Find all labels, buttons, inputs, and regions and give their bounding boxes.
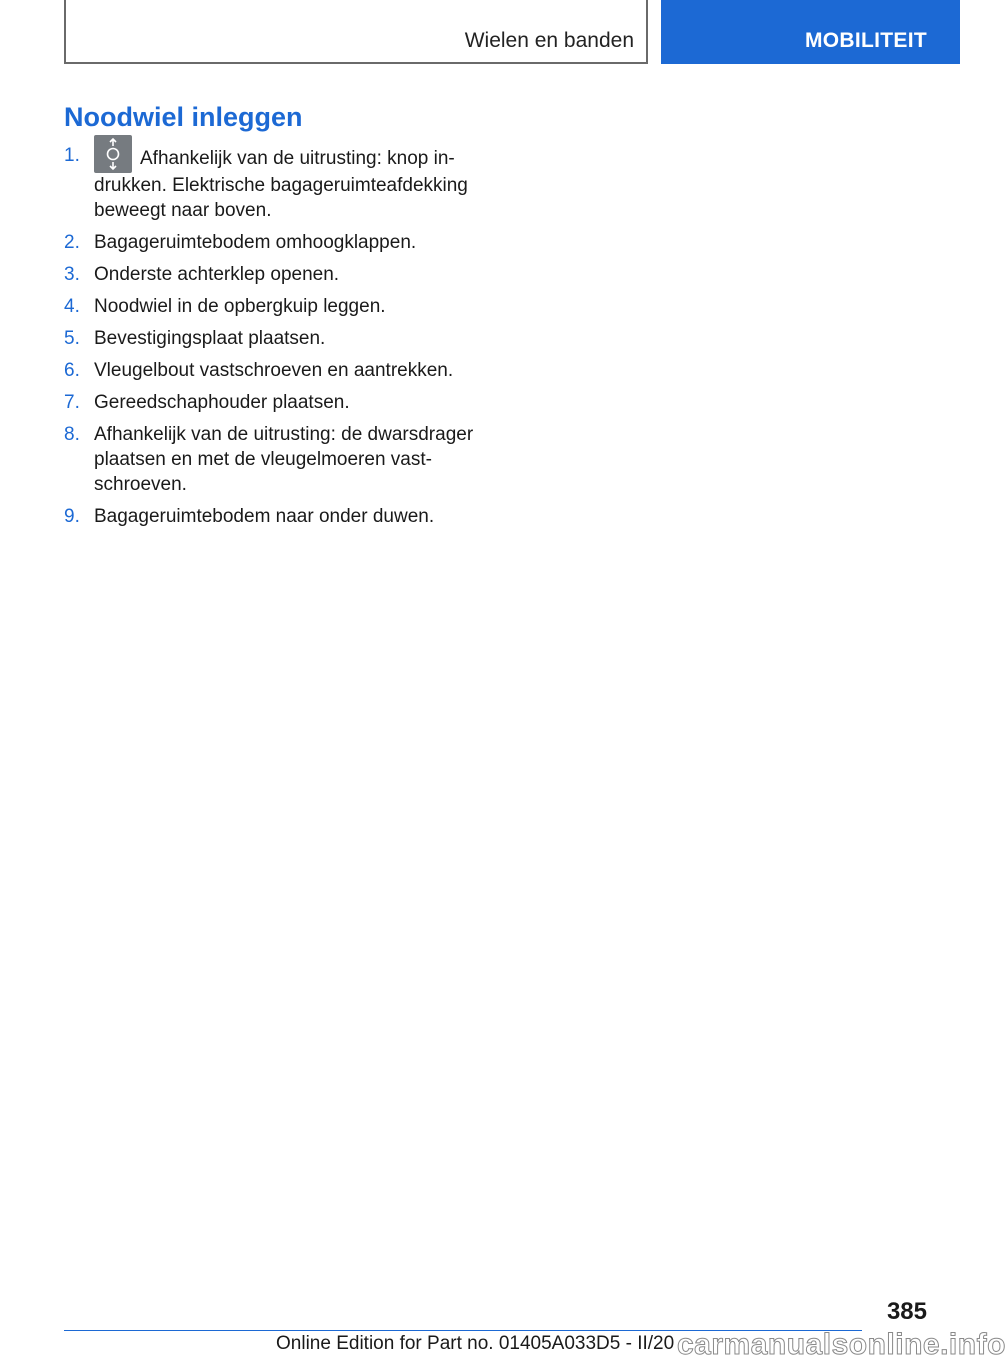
steps-list (64, 143, 484, 536)
edition-note: Online Edition for Part no. 01405A033D5 - II/20 (276, 1333, 675, 1354)
step-text: Gereedschaphouder plaatsen. (94, 392, 350, 413)
list-item (64, 262, 484, 287)
list-item (64, 143, 484, 223)
step-text: Noodwiel in de opbergkuip leggen. (94, 296, 386, 317)
page-number: 385 (886, 1298, 927, 1325)
list-item (64, 422, 484, 497)
step-number: 7. (64, 392, 80, 413)
list-item (64, 230, 484, 255)
step-text: Bevestigingsplaat plaatsen. (94, 328, 326, 349)
step-number: 9. (64, 506, 80, 527)
watermark-logo: carmanualsonline.info (677, 1328, 1006, 1361)
header-section-box (64, 0, 648, 64)
list-item (64, 294, 484, 319)
step-number: 4. (64, 296, 80, 317)
step-number: 8. (64, 424, 80, 445)
step-text: Onderste achterklep openen. (94, 264, 340, 285)
list-item (64, 390, 484, 415)
step-text: Bagageruimtebodem naar onder duwen. (94, 506, 435, 527)
step-text: Afhankelijk van de uitrusting: de dwarsdrager plaatsen en met de vleugelmoeren vast-schroeven. (94, 424, 474, 495)
page-title: Noodwiel inleggen (64, 102, 303, 132)
section-title: Wielen en banden (464, 29, 634, 52)
step-number: 2. (64, 232, 80, 253)
step-number: 5. (64, 328, 80, 349)
step-text: Bagageruimtebodem omhoogklappen. (94, 232, 417, 253)
step-number: 6. (64, 360, 80, 381)
list-item (64, 358, 484, 383)
step-number: 3. (64, 264, 80, 285)
step-text: Vleugelbout vastschroeven en aantrekken. (94, 360, 454, 381)
step-text: Afhankelijk van de uitrusting: knop in-drukken. Elektrische bagageruimteafdekking beweegt naar boven. (94, 148, 468, 221)
list-item (64, 504, 484, 529)
chapter-tab[interactable] (661, 0, 960, 64)
list-item (64, 326, 484, 351)
chapter-title: MOBILITEIT (805, 29, 927, 52)
step-number: 1. (64, 145, 80, 166)
cover-up-down-icon (94, 135, 132, 173)
